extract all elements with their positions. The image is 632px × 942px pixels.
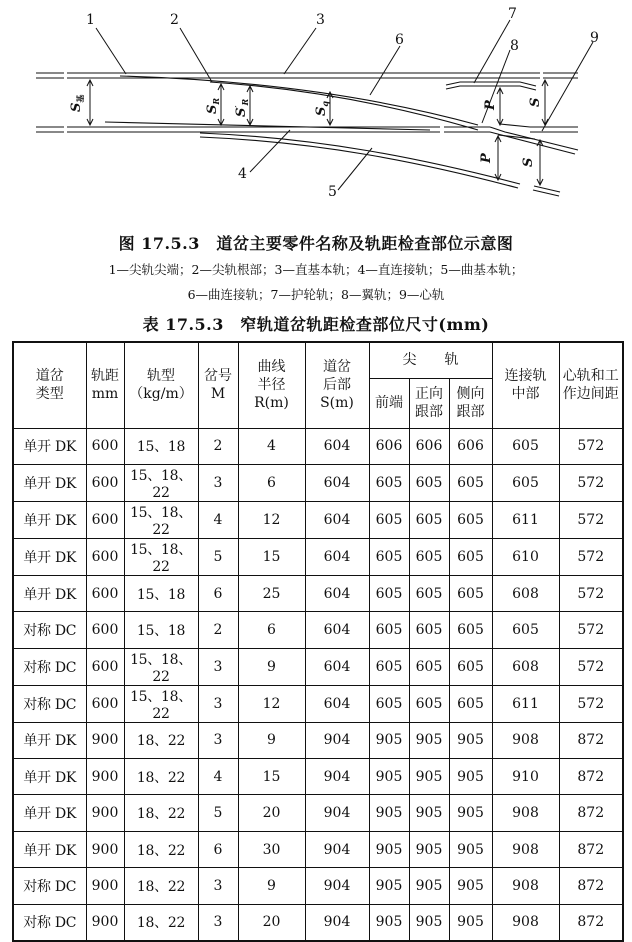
cell-radius: 12 bbox=[238, 685, 305, 722]
cell-switch-front: 605 bbox=[369, 685, 409, 722]
table-row bbox=[13, 795, 623, 831]
cell-rear: 604 bbox=[305, 685, 369, 722]
cell-switch-front: 905 bbox=[369, 795, 409, 831]
header-switch: 尖 轨 bbox=[369, 342, 492, 378]
cell-type: 单开 DK bbox=[13, 759, 86, 795]
gauge-label-upper: S bbox=[528, 97, 543, 107]
table-row bbox=[13, 904, 623, 941]
cell-switch-heel-side: 905 bbox=[449, 722, 492, 758]
cell-number: 3 bbox=[198, 464, 238, 501]
cell-closure: 908 bbox=[492, 795, 559, 831]
frog bbox=[490, 124, 578, 154]
cell-rail: 15、18 bbox=[124, 575, 198, 611]
cell-frog: 572 bbox=[559, 648, 623, 685]
header-frog: 心轨和工 作边间距 bbox=[559, 342, 623, 428]
cell-switch-heel-side: 905 bbox=[449, 868, 492, 904]
cell-switch-front: 905 bbox=[369, 722, 409, 758]
cell-frog: 872 bbox=[559, 722, 623, 758]
cell-gauge: 900 bbox=[86, 722, 124, 758]
cell-frog: 572 bbox=[559, 685, 623, 722]
cell-switch-heel-straight: 905 bbox=[409, 868, 449, 904]
cell-switch-heel-side: 905 bbox=[449, 904, 492, 941]
cell-type: 单开 DK bbox=[13, 538, 86, 575]
cell-gauge: 600 bbox=[86, 685, 124, 722]
part-label-9: 9 bbox=[590, 30, 599, 46]
cell-number: 3 bbox=[198, 722, 238, 758]
cell-radius: 6 bbox=[238, 612, 305, 648]
cell-rail: 18、22 bbox=[124, 904, 198, 941]
figure-legend-line-1: 1—尖轨尖端；2—尖轨根部；3—直基本轨；4—直连接轨；5—曲基本轨； bbox=[108, 262, 524, 277]
gauge-table bbox=[12, 341, 624, 942]
cell-frog: 572 bbox=[559, 538, 623, 575]
cell-switch-heel-straight: 605 bbox=[409, 612, 449, 648]
cell-closure: 908 bbox=[492, 722, 559, 758]
cell-number: 3 bbox=[198, 868, 238, 904]
cell-switch-heel-straight: 605 bbox=[409, 501, 449, 538]
cell-rail: 18、22 bbox=[124, 868, 198, 904]
cell-rear: 604 bbox=[305, 648, 369, 685]
cell-switch-heel-straight: 905 bbox=[409, 795, 449, 831]
cell-rear: 904 bbox=[305, 795, 369, 831]
header-switch-front: 前端 bbox=[369, 378, 409, 428]
cell-closure: 611 bbox=[492, 685, 559, 722]
cell-rear: 604 bbox=[305, 501, 369, 538]
cell-radius: 9 bbox=[238, 868, 305, 904]
cell-frog: 872 bbox=[559, 904, 623, 941]
cell-closure: 611 bbox=[492, 501, 559, 538]
cell-number: 3 bbox=[198, 648, 238, 685]
part-label-8: 8 bbox=[510, 38, 519, 54]
cell-switch-heel-straight: 605 bbox=[409, 464, 449, 501]
cell-rail: 18、22 bbox=[124, 831, 198, 867]
cell-switch-heel-straight: 605 bbox=[409, 648, 449, 685]
cell-radius: 20 bbox=[238, 904, 305, 941]
cell-gauge: 600 bbox=[86, 428, 124, 464]
cell-gauge: 600 bbox=[86, 501, 124, 538]
cell-type: 单开 DK bbox=[13, 464, 86, 501]
cell-radius: 9 bbox=[238, 648, 305, 685]
table-row bbox=[13, 612, 623, 648]
table-row bbox=[13, 759, 623, 795]
cell-switch-front: 605 bbox=[369, 648, 409, 685]
cell-radius: 30 bbox=[238, 831, 305, 867]
cell-frog: 572 bbox=[559, 501, 623, 538]
cell-type: 对称 DC bbox=[13, 612, 86, 648]
header-type: 道岔 类型 bbox=[13, 342, 86, 428]
gauge-label-closure: $S_q$ bbox=[314, 101, 330, 116]
cell-type: 单开 DK bbox=[13, 428, 86, 464]
cell-type: 单开 DK bbox=[13, 575, 86, 611]
cell-gauge: 900 bbox=[86, 831, 124, 867]
cell-gauge: 900 bbox=[86, 904, 124, 941]
cell-rail: 18、22 bbox=[124, 722, 198, 758]
header-closure: 连接轨 中部 bbox=[492, 342, 559, 428]
cell-rear: 904 bbox=[305, 904, 369, 941]
cell-switch-front: 905 bbox=[369, 904, 409, 941]
table-body bbox=[13, 428, 623, 941]
table-row bbox=[13, 538, 623, 575]
cell-rear: 904 bbox=[305, 831, 369, 867]
header-rear: 道岔 后部 S(m) bbox=[305, 342, 369, 428]
cell-gauge: 900 bbox=[86, 759, 124, 795]
cell-radius: 12 bbox=[238, 501, 305, 538]
cell-gauge: 600 bbox=[86, 648, 124, 685]
part-label-1: 1 bbox=[86, 12, 95, 28]
table-header bbox=[13, 342, 623, 428]
cell-rail: 15、18、22 bbox=[124, 538, 198, 575]
table-row bbox=[13, 464, 623, 501]
cell-rail: 15、18、22 bbox=[124, 685, 198, 722]
cell-switch-front: 605 bbox=[369, 538, 409, 575]
cell-switch-heel-side: 605 bbox=[449, 464, 492, 501]
cell-number: 4 bbox=[198, 501, 238, 538]
gauge-label-base: $S_基$ bbox=[69, 94, 85, 112]
cell-rear: 604 bbox=[305, 464, 369, 501]
cell-type: 对称 DC bbox=[13, 868, 86, 904]
cell-switch-heel-side: 605 bbox=[449, 648, 492, 685]
cell-frog: 872 bbox=[559, 831, 623, 867]
cell-closure: 605 bbox=[492, 612, 559, 648]
cell-switch-heel-straight: 905 bbox=[409, 831, 449, 867]
table-row bbox=[13, 575, 623, 611]
table-row bbox=[13, 648, 623, 685]
cell-number: 5 bbox=[198, 795, 238, 831]
cell-rail: 15、18 bbox=[124, 612, 198, 648]
cell-radius: 15 bbox=[238, 759, 305, 795]
cell-switch-heel-straight: 605 bbox=[409, 538, 449, 575]
cell-number: 3 bbox=[198, 685, 238, 722]
cell-frog: 872 bbox=[559, 759, 623, 795]
cell-switch-front: 605 bbox=[369, 501, 409, 538]
cell-rail: 18、22 bbox=[124, 795, 198, 831]
cell-closure: 908 bbox=[492, 868, 559, 904]
cell-closure: 908 bbox=[492, 831, 559, 867]
cell-number: 2 bbox=[198, 428, 238, 464]
table-row bbox=[13, 428, 623, 464]
cell-switch-front: 605 bbox=[369, 464, 409, 501]
cell-radius: 20 bbox=[238, 795, 305, 831]
cell-switch-front: 905 bbox=[369, 868, 409, 904]
cell-switch-front: 606 bbox=[369, 428, 409, 464]
header-rail: 轨型 （kg/m） bbox=[124, 342, 198, 428]
cell-closure: 608 bbox=[492, 648, 559, 685]
cell-closure: 610 bbox=[492, 538, 559, 575]
cell-switch-heel-side: 605 bbox=[449, 612, 492, 648]
cell-rail: 18、22 bbox=[124, 759, 198, 795]
part-label-6: 6 bbox=[395, 32, 404, 48]
cell-rail: 15、18 bbox=[124, 428, 198, 464]
part-label-2: 2 bbox=[170, 12, 179, 28]
cell-type: 对称 DC bbox=[13, 648, 86, 685]
guard-rail bbox=[446, 82, 536, 90]
cell-frog: 872 bbox=[559, 795, 623, 831]
cell-number: 5 bbox=[198, 538, 238, 575]
table-row bbox=[13, 685, 623, 722]
cell-switch-heel-straight: 606 bbox=[409, 428, 449, 464]
cell-rear: 604 bbox=[305, 575, 369, 611]
part-label-5: 5 bbox=[328, 184, 337, 200]
cell-switch-heel-side: 905 bbox=[449, 759, 492, 795]
header-number: 岔号 M bbox=[198, 342, 238, 428]
cell-rear: 604 bbox=[305, 538, 369, 575]
gauge-label-root-prime: $S'_R$ bbox=[233, 98, 250, 117]
table-title: 表 17.5.3 窄轨道岔轨距检查部位尺寸(mm) bbox=[142, 315, 490, 334]
cell-switch-heel-straight: 905 bbox=[409, 759, 449, 795]
cell-switch-heel-straight: 605 bbox=[409, 575, 449, 611]
cell-type: 单开 DK bbox=[13, 501, 86, 538]
cell-radius: 4 bbox=[238, 428, 305, 464]
header-switch-heel-side: 侧向 跟部 bbox=[449, 378, 492, 428]
cell-switch-heel-straight: 905 bbox=[409, 904, 449, 941]
cell-type: 单开 DK bbox=[13, 795, 86, 831]
cell-rail: 15、18、22 bbox=[124, 648, 198, 685]
cell-type: 单开 DK bbox=[13, 722, 86, 758]
cell-switch-heel-side: 605 bbox=[449, 501, 492, 538]
cell-gauge: 900 bbox=[86, 795, 124, 831]
cell-type: 单开 DK bbox=[13, 831, 86, 867]
cell-closure: 605 bbox=[492, 464, 559, 501]
figure-title: 图 17.5.3 道岔主要零件名称及轨距检查部位示意图 bbox=[118, 234, 514, 253]
cell-radius: 6 bbox=[238, 464, 305, 501]
header-gauge: 轨距 mm bbox=[86, 342, 124, 428]
header-radius: 曲线 半径 R(m) bbox=[238, 342, 305, 428]
cell-gauge: 900 bbox=[86, 868, 124, 904]
cell-gauge: 600 bbox=[86, 612, 124, 648]
cell-switch-heel-side: 605 bbox=[449, 538, 492, 575]
cell-switch-front: 605 bbox=[369, 575, 409, 611]
figure-legend-line-2: 6—曲连接轨；7—护轮轨；8—翼轨；9—心轨 bbox=[187, 287, 445, 302]
gauge-label-lower: S bbox=[521, 157, 536, 167]
cell-gauge: 600 bbox=[86, 538, 124, 575]
turnout-diagram bbox=[0, 0, 632, 225]
cell-switch-front: 905 bbox=[369, 831, 409, 867]
cell-frog: 872 bbox=[559, 868, 623, 904]
cell-rear: 904 bbox=[305, 759, 369, 795]
cell-number: 6 bbox=[198, 575, 238, 611]
cell-rear: 604 bbox=[305, 428, 369, 464]
cell-closure: 910 bbox=[492, 759, 559, 795]
cell-type: 对称 DC bbox=[13, 904, 86, 941]
curved-closure-rail bbox=[120, 76, 478, 130]
cell-switch-front: 605 bbox=[369, 612, 409, 648]
cell-number: 4 bbox=[198, 759, 238, 795]
part-label-7: 7 bbox=[508, 6, 517, 22]
table-row bbox=[13, 831, 623, 867]
straight-closure-rail bbox=[105, 122, 430, 130]
cell-switch-heel-side: 605 bbox=[449, 685, 492, 722]
cell-frog: 572 bbox=[559, 612, 623, 648]
table-row bbox=[13, 868, 623, 904]
cell-closure: 605 bbox=[492, 428, 559, 464]
guard-check-label-lower: P bbox=[479, 153, 494, 163]
cell-switch-heel-side: 905 bbox=[449, 831, 492, 867]
table-row bbox=[13, 501, 623, 538]
cell-switch-heel-side: 606 bbox=[449, 428, 492, 464]
cell-frog: 572 bbox=[559, 428, 623, 464]
cell-switch-heel-straight: 605 bbox=[409, 685, 449, 722]
table-row bbox=[13, 722, 623, 758]
part-label-4: 4 bbox=[238, 166, 247, 182]
cell-radius: 15 bbox=[238, 538, 305, 575]
cell-switch-heel-side: 605 bbox=[449, 575, 492, 611]
cell-radius: 9 bbox=[238, 722, 305, 758]
straight-stock-rail bbox=[36, 73, 578, 78]
cell-gauge: 600 bbox=[86, 575, 124, 611]
cell-switch-front: 905 bbox=[369, 759, 409, 795]
cell-rail: 15、18、22 bbox=[124, 464, 198, 501]
cell-radius: 25 bbox=[238, 575, 305, 611]
cell-number: 6 bbox=[198, 831, 238, 867]
cell-number: 3 bbox=[198, 904, 238, 941]
cell-number: 2 bbox=[198, 612, 238, 648]
cell-gauge: 600 bbox=[86, 464, 124, 501]
gauge-label-root: $S_R$ bbox=[205, 97, 221, 114]
cell-switch-heel-straight: 905 bbox=[409, 722, 449, 758]
cell-closure: 908 bbox=[492, 904, 559, 941]
cell-rail: 15、18、22 bbox=[124, 501, 198, 538]
cell-closure: 608 bbox=[492, 575, 559, 611]
cell-switch-heel-side: 905 bbox=[449, 795, 492, 831]
guard-check-label-upper: P bbox=[483, 100, 498, 110]
cell-frog: 572 bbox=[559, 464, 623, 501]
curved-stock-rail bbox=[200, 133, 560, 196]
header-switch-heel-straight: 正向 跟部 bbox=[409, 378, 449, 428]
cell-frog: 572 bbox=[559, 575, 623, 611]
cell-rear: 904 bbox=[305, 722, 369, 758]
cell-type: 对称 DC bbox=[13, 685, 86, 722]
cell-rear: 604 bbox=[305, 612, 369, 648]
part-label-3: 3 bbox=[316, 12, 325, 28]
cell-rear: 904 bbox=[305, 868, 369, 904]
